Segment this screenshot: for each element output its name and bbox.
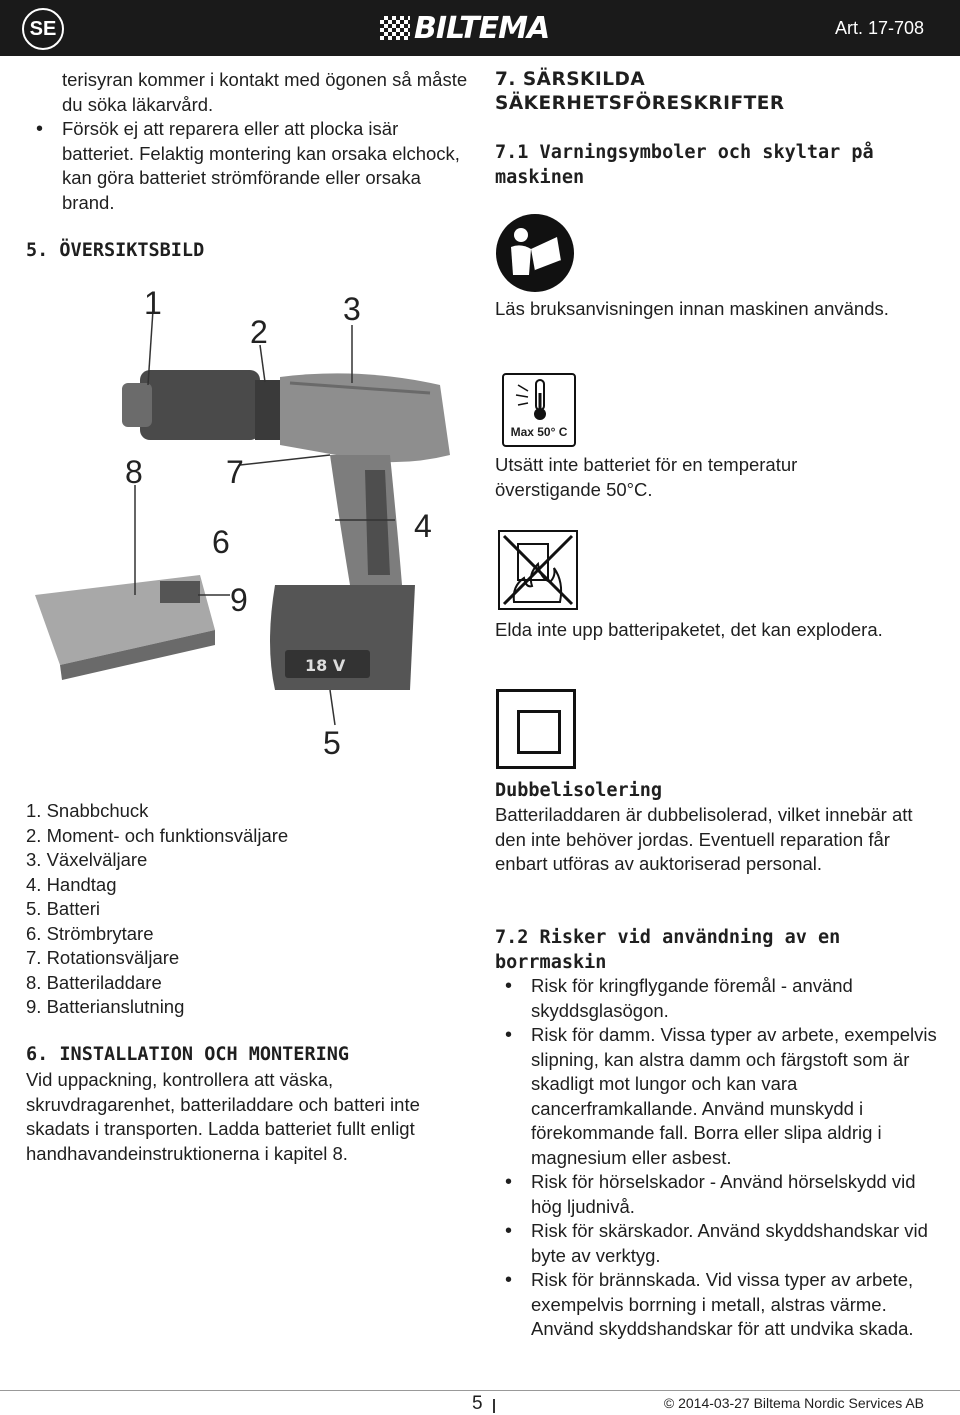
copyright: © 2014-03-27 Biltema Nordic Services AB bbox=[663, 1395, 924, 1411]
page-number: 5 bbox=[472, 1393, 483, 1414]
double-insulation-icon bbox=[496, 689, 576, 769]
page-header bbox=[0, 0, 960, 56]
temperature-warning-text: Utsätt inte batteriet för en temperatur överstigande 50°C. bbox=[495, 454, 798, 500]
drill-overview-illustration bbox=[30, 285, 470, 765]
list-item: 4. Handtag bbox=[26, 873, 117, 895]
list-item: • Risk för kringflygande föremål - använd skyddsglasögon. bbox=[495, 974, 940, 1023]
section-7-1-title: 7.1 Varningsymboler och skyltar på maskinen bbox=[495, 142, 874, 188]
list-item: 7. Rotationsväljare bbox=[26, 947, 180, 968]
continued-text: terisyran kommer i kontakt med ögonen så måste du söka läkarvård. bbox=[62, 69, 468, 115]
brand-logo bbox=[380, 10, 550, 46]
parts-list bbox=[26, 799, 466, 1020]
battery-label: 18 V bbox=[305, 656, 346, 675]
list-item: 8. Batteriladdare bbox=[26, 971, 162, 993]
language-badge: SE bbox=[22, 8, 64, 50]
section-6-title: 6. INSTALLATION OCH MONTERING bbox=[26, 1044, 350, 1065]
double-insulation-title: Dubbelisolering bbox=[495, 780, 663, 801]
thermometer-icon bbox=[504, 375, 574, 425]
section-7-title-line-2: SÄKERHETSFÖRESKRIFTER bbox=[495, 93, 785, 114]
read-manual-icon bbox=[495, 213, 575, 293]
list-item: • Försök ej att reparera eller att plocka isär batteriet. Felaktig montering kan orsaka elchock, kan göra batteriet strömförande eller orsaka brand. bbox=[26, 117, 466, 215]
footer-divider bbox=[0, 1390, 960, 1391]
callout-6: 6 bbox=[212, 524, 230, 560]
drill-chuck bbox=[140, 370, 260, 440]
brand-name: BILTEMA bbox=[414, 10, 550, 46]
no-fire-icon bbox=[498, 530, 578, 610]
list-item: 2. Moment- och funktionsväljare bbox=[26, 824, 289, 846]
article-number: Art. 17-708 bbox=[834, 18, 924, 38]
callout-5: 5 bbox=[323, 725, 341, 761]
fire-warning-text: Elda inte upp batteripaketet, det kan explodera. bbox=[495, 619, 883, 640]
section-7-title-line-1: 7. SÄRSKILDA bbox=[495, 69, 646, 90]
callout-4: 4 bbox=[414, 508, 432, 544]
drill-body bbox=[280, 373, 450, 462]
manual-warning-text: Läs bruksanvisningen innan maskinen används. bbox=[495, 298, 889, 319]
section-5-title: 5. ÖVERSIKTSBILD bbox=[26, 240, 205, 261]
list-item: • Risk för brännskada. Vid vissa typer av arbete, exempelvis borrning i metall, alstras värme. Använd skyddshandskar för att undvika skada. bbox=[495, 1268, 940, 1342]
section-6-text: Vid uppackning, kontrollera att väska, skruvdragarenhet, batteriladdare och batteri inte skadats i transporten. Ladda batteriet fullt enligt handhavandeinstruktionerna i kapitel 8. bbox=[26, 1069, 420, 1164]
callout-1: 1 bbox=[144, 285, 162, 321]
footer-separator bbox=[493, 1399, 495, 1413]
list-item: • Risk för hörselskador - Använd hörselskydd vid hög ljudnivå. bbox=[495, 1170, 940, 1219]
list-item: 5. Batteri bbox=[26, 898, 101, 919]
temperature-limit-label: Max 50° C bbox=[510, 425, 568, 439]
checkered-flag-icon bbox=[380, 16, 410, 40]
callout-8: 8 bbox=[125, 454, 143, 490]
risk-list bbox=[495, 974, 940, 1342]
list-item: 1. Snabbchuck bbox=[26, 800, 149, 821]
list-item: 6. Strömbrytare bbox=[26, 922, 154, 944]
list-item: • Risk för damm. Vissa typer av arbete, exempelvis slipning, kan alstra damm och färgstoft som är skadligt mot lungor och kan vara cancerframkallande. Använd munskydd i förekommande fall. Borra eller slipa aldrig i magnesium eller asbest. bbox=[495, 1023, 940, 1170]
section-7-2-title: 7.2 Risker vid användning av en borrmaskin bbox=[495, 927, 841, 973]
list-item: • Risk för skärskador. Använd skyddshandskar vid byte av verktyg. bbox=[495, 1219, 940, 1268]
battery-warning-list bbox=[26, 117, 466, 215]
list-item: 9. Batterianslutning bbox=[26, 996, 185, 1017]
callout-2: 2 bbox=[250, 314, 268, 350]
list-item: 3. Växelväljare bbox=[26, 849, 148, 870]
temperature-symbol bbox=[502, 373, 576, 447]
callout-3: 3 bbox=[343, 291, 361, 327]
callout-7: 7 bbox=[226, 454, 244, 490]
callout-9: 9 bbox=[230, 582, 248, 618]
double-insulation-text: Batteriladdaren är dubbelisolerad, vilket innebär att den inte behöver jordas. Eventuell reparation får enbart utföras av auktoriserad personal. bbox=[495, 804, 913, 874]
